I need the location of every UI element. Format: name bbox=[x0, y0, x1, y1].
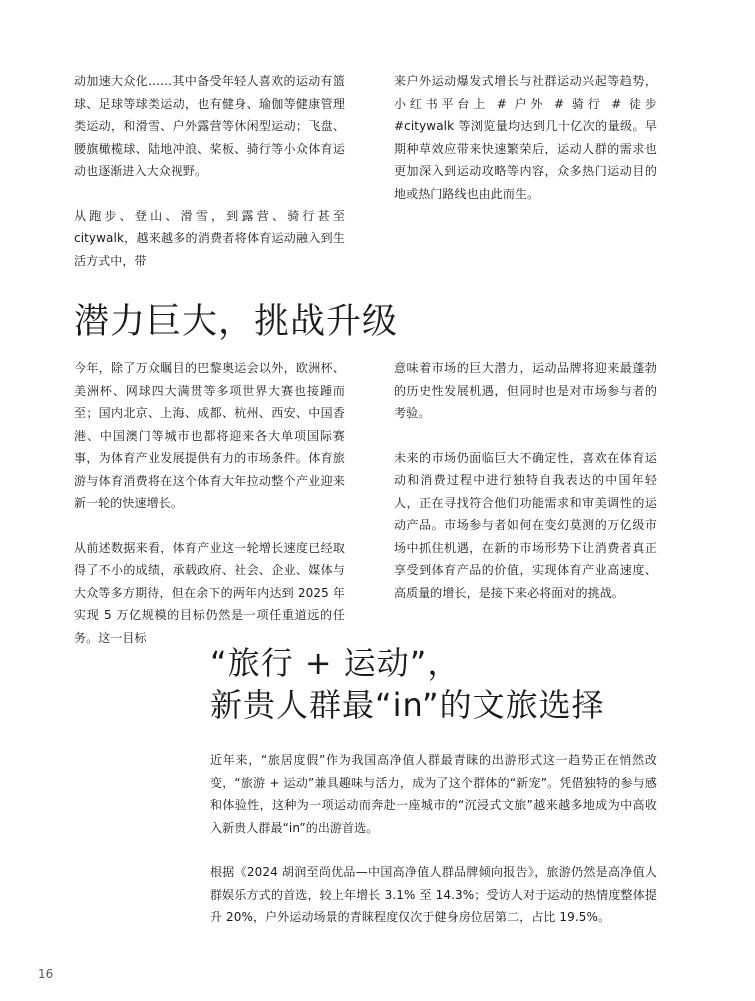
paragraph: 从跑步、登山、滑雪，到露营、骑行甚至 citywalk，越来越多的消费者将体育运动融入到生活方式中，带 bbox=[74, 208, 345, 268]
section1-right-column bbox=[394, 357, 657, 604]
paragraph: 近年来，“旅居度假”作为我国高净值人群最青睐的出游形式这一趋势正在悄然改变，“旅游 + 运动”兼具趣味与活力，成为了这个群体的“新宠”。凭借独特的参与感和体验性，这种为一项运动而奔赴一座城市的“沉浸式文旅”越来越多地成为中高收入新贵人群最“in”的出游首选。 bbox=[210, 753, 657, 835]
paragraph: 意味着市场的巨大潜力，运动品牌将迎来最蓬勃的历史性发展机遇，但同时也是对市场参与者的考验。 bbox=[394, 361, 657, 420]
paragraph: 从前述数据来看，体育产业这一轮增长速度已经取得了不小的成绩，承载政府、社会、企业、媒体与大众等多方期待，但在余下的两年内达到 2025 年实现 5 万亿规模的目标仍然是一项任重道远的任务。这一目标 bbox=[74, 540, 345, 645]
section-heading-travel-sport bbox=[210, 642, 690, 726]
page-number: 16 bbox=[38, 967, 54, 981]
paragraph: 来户外运动爆发式增长与社群运动兴起等趋势，小红书平台上 # 户外 # 骑行 # 徒步 #citywalk 等浏览量均达到几十亿次的量级。早期种草效应带来快速繁荣后，运动人群的需求也更加深入到运动攻略等内容，众多热门运动目的地或热门路线也由此而生。 bbox=[394, 74, 657, 201]
section-title-line1: “旅行 + 运动”， bbox=[210, 644, 461, 682]
section-heading-potential bbox=[74, 303, 574, 342]
paragraph: 动加速大众化……其中备受年轻人喜欢的运动有篮球、足球等球类运动，也有健身、瑜伽等健康管理类运动，和滑雪、户外露营等休闲型运动；飞盘、腰旗橄榄球、陆地冲浪、桨板、骑行等小众体育运动也逐渐进入大众视野。 bbox=[74, 74, 345, 178]
paragraph: 根据《2024 胡润至尚优品—中国高净值人群品牌倾向报告》，旅游仍然是高净值人群娱乐方式的首选，较上年增长 3.1% 至 14.3%；受访人对于运动的热情度整体提升 20%，户外运动场景的青睐程度仅次于健身房位居第二，占比 19.5%。 bbox=[210, 865, 657, 924]
paragraph: 未来的市场仍面临巨大不确定性，喜欢在体育运动和消费过程中进行独特自我表达的中国年轻人，正在寻找符合他们功能需求和审美调性的运动产品。市场参与者如何在变幻莫测的万亿级市场中抓住机遇，在新的市场形势下让消费者真正享受到体育产品的价值，实现体育产业高速度、高质量的增长，是接下来必将面对的挑战。 bbox=[394, 450, 657, 600]
section2-body bbox=[210, 749, 657, 929]
section-title: 潜力巨大，挑战升级 bbox=[74, 302, 399, 342]
section-title-line2: 新贵人群最“in”的文旅选择 bbox=[210, 686, 605, 724]
top-right-column bbox=[394, 70, 657, 205]
paragraph: 今年，除了万众瞩目的巴黎奥运会以外，欧洲杯、美洲杯、网球四大满贯等多项世界大赛也接踵而至；国内北京、上海、成都、杭州、西安、中国香港、中国澳门等城市也都将迎来各大单项国际赛事，为体育产业发展提供有力的市场条件。体育旅游与体育消费将在这个体育大年拉动整个产业迎来新一轮的快速增长。 bbox=[74, 361, 345, 510]
top-left-column bbox=[74, 70, 345, 272]
section1-left-column bbox=[74, 357, 345, 649]
